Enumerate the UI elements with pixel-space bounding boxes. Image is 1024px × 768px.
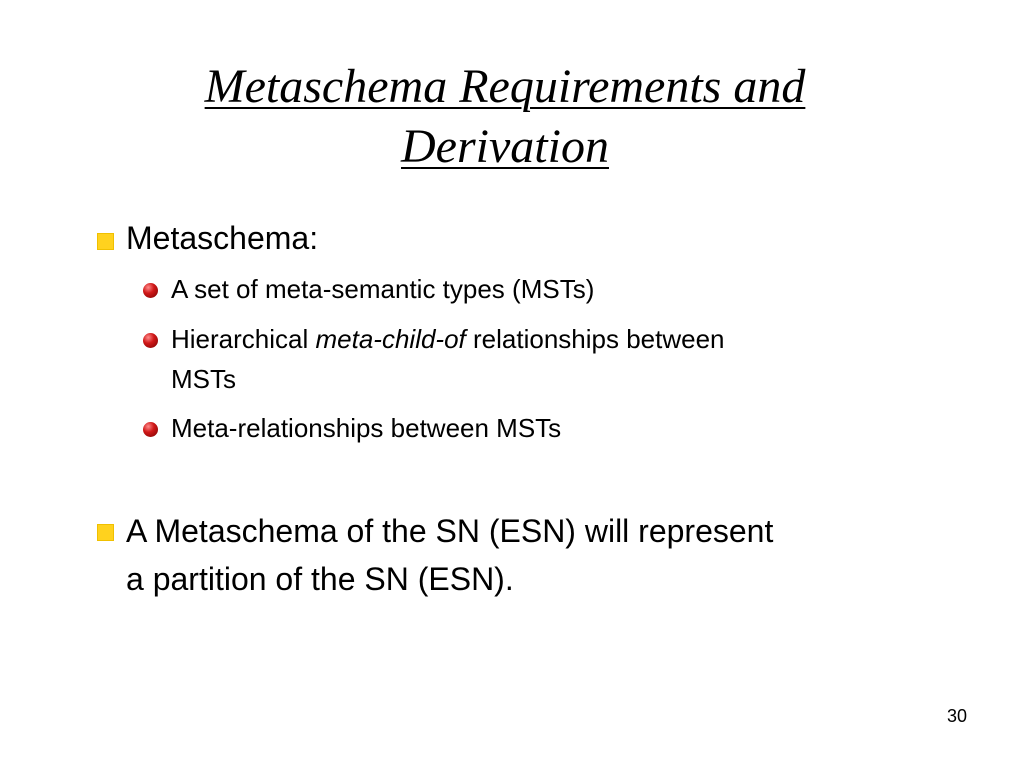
bullet-1-text: Metaschema: [126, 220, 319, 256]
page-number: 30 [946, 706, 967, 726]
square-bullet-icon [97, 524, 114, 541]
slide-title [0, 57, 1010, 177]
sphere-bullet-icon [143, 422, 158, 437]
subbullet-2-text-before: Hierarchical [171, 324, 316, 354]
title-line-2: Derivation [401, 120, 609, 173]
title-line-1: Metaschema Requirements and [204, 60, 806, 113]
subbullet-3-text: Meta-relationships between MSTs [171, 413, 562, 443]
subbullet-2-italic-term: meta-child-of [315, 324, 466, 354]
square-bullet-icon [97, 233, 114, 250]
bullet-2-line-2: a partition of the SN (ESN). [126, 561, 514, 597]
subbullet-1-text: A set of meta-semantic types (MSTs) [171, 274, 595, 304]
subbullet-2-text-after: relationships between [465, 324, 725, 354]
bullet-2-line-1: A Metaschema of the SN (ESN) will represent [126, 513, 774, 549]
sphere-bullet-icon [143, 283, 158, 298]
subbullet-2-line-1 [171, 321, 725, 357]
sphere-bullet-icon [143, 333, 158, 348]
subbullet-2-line-2: MSTs [171, 364, 236, 394]
